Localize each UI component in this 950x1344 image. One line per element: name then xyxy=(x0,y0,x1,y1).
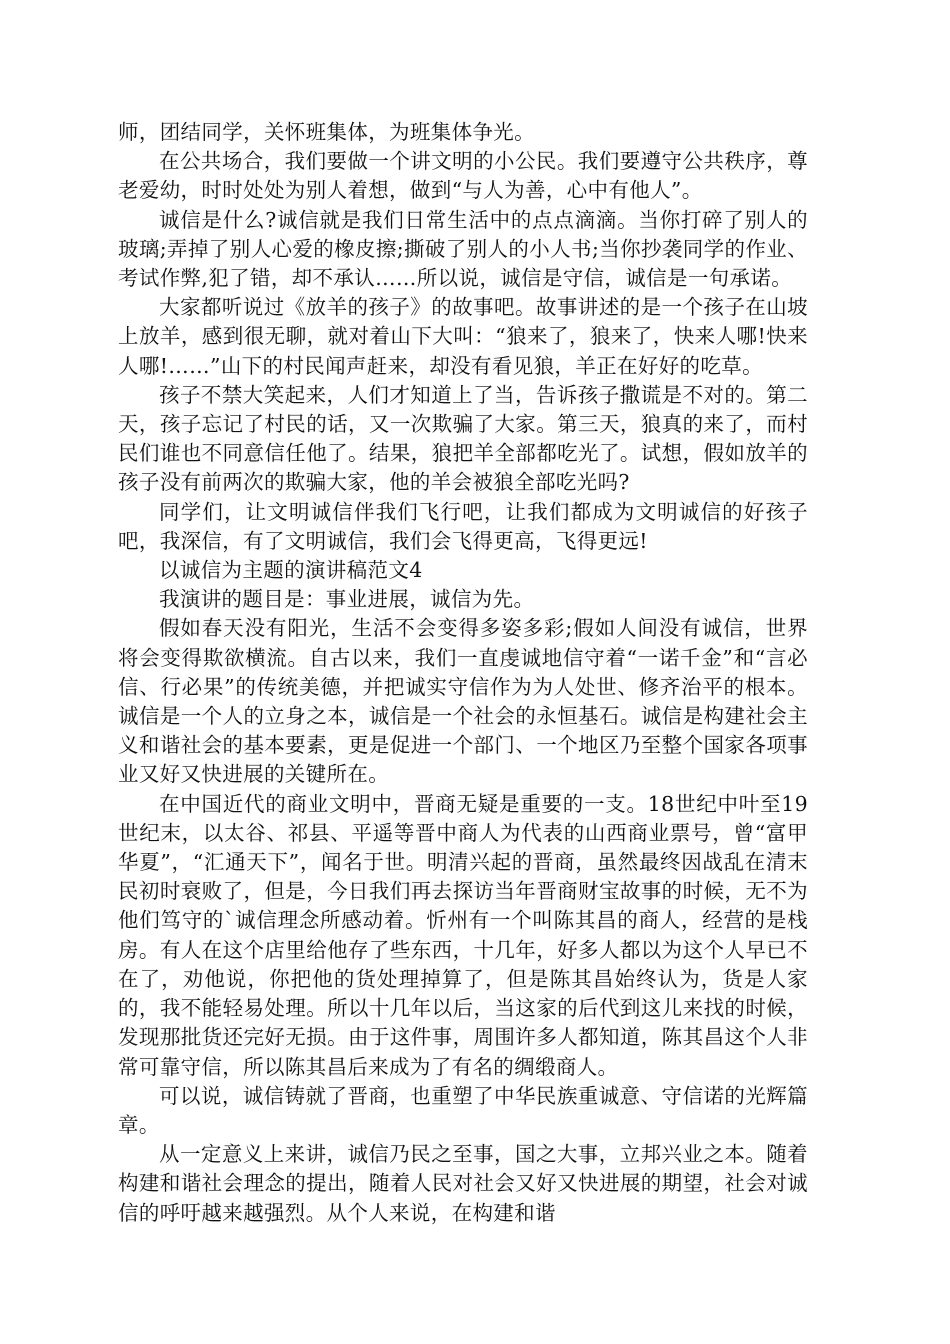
section-heading: 以诚信为主题的演讲稿范文4 xyxy=(159,558,423,583)
paragraph-speech-topic: 我演讲的题目是：事业进展，诚信为先。 xyxy=(159,587,535,612)
document-page xyxy=(118,118,808,1228)
paragraph-jin-merchants: 在中国近代的商业文明中，晋商无疑是重要的一支。18世纪中叶至19世纪末，以太谷、祁县、平遥等晋中商人为代表的山西商业票号，曾“富甲华夏”，“汇通天下”，闻名于世。明清兴起的晋商，虽然最终因战乱在清末民初时衰败了，但是，今日我们再去探访当年晋商财宝故事的时候，无不为他们笃守的`诚信理念所感动着。忻州有一个叫陈其昌的商人，经营的是栈房。有人在这个店里给他存了些东西，十几年，好多人都以为这个人早已不在了，劝他说，你把他的货处理掉算了，但是陈其昌始终认为，货是人家的，我不能轻易处理。所以十几年以后，当这家的后代到这儿来找的时候，发现那批货还完好无损。由于这件事，周围许多人都知道，陈其昌这个人非常可靠守信，所以陈其昌后来成为了有名的绸缎商人。 xyxy=(118,791,808,1079)
paragraph-spring-sunlight: 假如春天没有阳光，生活不会变得多姿多彩;假如人间没有诚信，世界将会变得欺欲横流。自古以来，我们一直虔诚地信守着“一诺千金”和“言必信、行必果”的传统美德，并把诚实守信作为为人处世、修齐治平的根本。诚信是一个人的立身之本，诚信是一个社会的永恒基石。诚信是构建社会主义和谐社会的基本要素，更是促进一个部门、一个地区乃至整个国家各项事业又好又快进展的关键所在。 xyxy=(118,616,808,787)
paragraph-national-matter: 从一定意义上来讲，诚信乃民之至事，国之大事，立邦兴业之本。随着构建和谐社会理念的提出，随着人民对社会又好又快进展的期望，社会对诚信的呼吁越来越强烈。从个人来说，在构建和谐 xyxy=(118,1142,808,1225)
paragraph-public-manners: 在公共场合，我们要做一个讲文明的小公民。我们要遵守公共秩序，尊老爱幼，时时处处为别人着想，做到“与人为善，心中有他人”。 xyxy=(118,149,808,203)
paragraph-honesty-shaped: 可以说，诚信铸就了晋商，也重塑了中华民族重诚意、守信诺的光辉篇章。 xyxy=(118,1083,808,1137)
paragraph-shepherd-boy-story: 大家都听说过《放羊的孩子》的故事吧。故事讲述的是一个孩子在山坡上放羊，感到很无聊，就对着山下大叫：“狼来了，狼来了，快来人哪!快来人哪!……”山下的村民闻声赶来，却没有看见狼，羊正在好好的吃草。 xyxy=(118,295,808,378)
paragraph-shepherd-boy-ending: 孩子不禁大笑起来，人们才知道上了当，告诉孩子撒谎是不对的。第二天，孩子忘记了村民的话，又一次欺骗了大家。第三天，狼真的来了，而村民们谁也不同意信任他了。结果，狼把羊全部都吃光了。试想，假如放羊的孩子没有前两次的欺骗大家，他的羊会被狼全部吃光吗? xyxy=(118,382,808,495)
paragraph-closing-call: 同学们，让文明诚信伴我们飞行吧，让我们都成为文明诚信的好孩子吧，我深信，有了文明诚信，我们会飞得更高，飞得更远! xyxy=(118,499,808,553)
paragraph-continued: 师，团结同学，关怀班集体，为班集体争光。 xyxy=(118,120,535,144)
paragraph-what-is-honesty: 诚信是什么?诚信就是我们日常生活中的点点滴滴。当你打碎了别人的玻璃;弄掉了别人心爱的橡皮擦;撕破了别人的小人书;当你抄袭同学的作业、考试作弊,犯了错，却不承认……所以说，诚信是守信，诚信是一句承诺。 xyxy=(118,207,808,291)
